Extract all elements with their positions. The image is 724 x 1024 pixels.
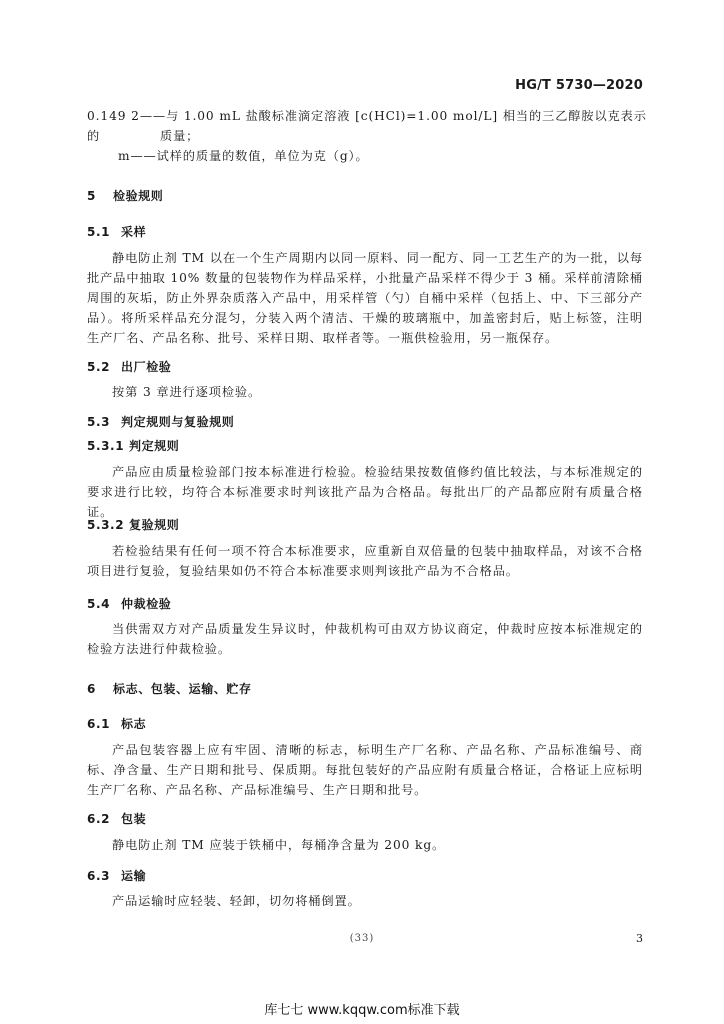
formula-variable-line: 质量； <box>160 129 200 143</box>
section-title: 标志、包装、运输、贮存 <box>113 682 252 696</box>
section-heading <box>87 715 146 732</box>
section-heading <box>87 595 171 612</box>
section-heading <box>87 810 146 827</box>
paragraph: 按第 3 章进行逐项检验。 <box>112 385 262 399</box>
section-title: 标志 <box>121 717 147 731</box>
section-number: 5.4 <box>87 597 111 611</box>
paragraph: 产品运输时应轻装、轻卸，切勿将桶倒置。 <box>112 894 361 908</box>
section-number: 6.1 <box>87 717 111 731</box>
section-number: 6.2 <box>87 812 111 826</box>
section-title: 包装 <box>121 812 147 826</box>
section-title: 采样 <box>121 225 147 239</box>
section-title: 检验规则 <box>113 189 164 203</box>
page-marker: (33) <box>349 933 375 944</box>
section-number: 5.3 <box>87 415 111 429</box>
standard-number: HG/T 5730—2020 <box>515 78 643 93</box>
section-title: 出厂检验 <box>121 360 172 374</box>
section-title: 判定规则与复验规则 <box>121 415 235 429</box>
formula-variable-line: m——试样的质量的数值，单位为克（g）。 <box>118 149 369 163</box>
section-heading <box>87 223 146 240</box>
section-title: 运输 <box>121 869 147 883</box>
paragraph: 当供需双方对产品质量发生异议时，仲裁机构可由双方协议商定，仲裁时应按本标准规定的检验方法进行仲裁检验。 <box>87 622 643 656</box>
section-heading <box>87 358 171 375</box>
section-heading <box>87 413 234 430</box>
section-heading <box>87 680 252 697</box>
paragraph: 产品包装容器上应有牢固、清晰的标志，标明生产厂名称、产品名称、产品标准编号、商标、净含量、生产日期和批号、保质期。每批包装好的产品应附有质量合格证，合格证上应标明生产厂名称、产品名称、产品标准编号、生产日期和批号。 <box>87 743 643 797</box>
section-heading <box>87 516 179 533</box>
section-number: 5.1 <box>87 225 111 239</box>
section-title: 复验规则 <box>129 518 180 532</box>
section-title: 判定规则 <box>129 439 180 453</box>
section-number: 5.3.2 <box>87 518 125 532</box>
formula-variable-line: 0.149 2——与 1.00 mL 盐酸标准滴定溶液 [c(HCl)=1.00 mol/L] 相当的三乙醇胺以克表示的 <box>87 109 647 143</box>
section-heading <box>87 867 146 884</box>
section-number: 6.3 <box>87 869 111 883</box>
section-number: 5.3.1 <box>87 439 125 453</box>
section-heading <box>87 437 179 454</box>
section-number: 5.2 <box>87 360 111 374</box>
page-number: 3 <box>636 932 643 945</box>
section-number: 6 <box>87 682 96 696</box>
paragraph: 静电防止剂 TM 以在一个生产周期内以同一原料、同一配方、同一工艺生产的为一批，以每批产品中抽取 10% 数量的包装物作为样品采样，小批量产品采样不得少于 3 桶。采样前清除桶周围的灰垢，防止外界杂质落入产品中，用采样管（勺）自桶中采样（包括上、中、下三部分产品）。将所采样品充分混匀，分装入两个清洁、干燥的玻璃瓶中，加盖密封后，贴上标签，注明生产厂名、产品名称、批号、采样日期、取样者等。一瓶供检验用，另一瓶保存。 <box>87 251 643 345</box>
footer-watermark: 库七七 www.kqqw.com标准下载 <box>264 1003 460 1018</box>
section-title: 仲裁检验 <box>121 597 172 611</box>
paragraph: 若检验结果有任何一项不符合本标准要求，应重新自双倍量的包装中抽取样品，对该不合格项目进行复验，复验结果如仍不符合本标准要求则判该批产品为不合格品。 <box>87 544 643 578</box>
paragraph: 静电防止剂 TM 应装于铁桶中，每桶净含量为 200 kg。 <box>112 838 446 852</box>
section-number: 5 <box>87 189 96 203</box>
section-heading <box>87 187 163 204</box>
paragraph: 产品应由质量检验部门按本标准进行检验。检验结果按数值修约值比较法，与本标准规定的要求进行比较，均符合本标准要求时判该批产品为合格品。每批出厂的产品都应附有质量合格证。 <box>87 465 643 519</box>
